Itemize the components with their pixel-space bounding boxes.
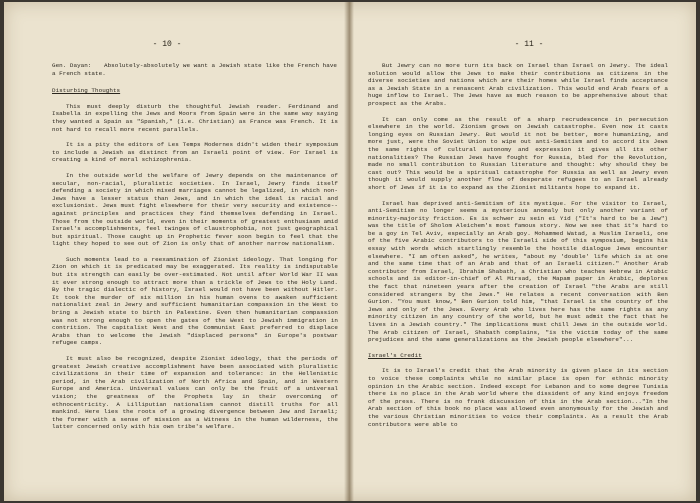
left-page-number: - 10 - [152,40,182,49]
right-paragraph: It can only come as the result of a sharp recrudescence in persecution elsewhere in the world. Zionism grows on Jewish catastrophe. Even now it casts longing eyes on Russian Jewry. But would it not be better, more humanizing, and more just, were the Soviet Union to wipe out anti-Semitism and to accord its Jews the same rights of cultural autonomy and expression it gives all its other nationalities? The Russian Jews have fought for Russia, bled for the Revolution, made no small contribution to Russian literature and thought: why should they be cast out? This would be a spiritual catastrophe for Russia as well as Jewry even though it would supply another flow of desperate refugees to an Israel already short of Jews if it is to expand as the Zionist militants hope to expand it. [368,115,668,191]
right-paragraph: It is to Israel's credit that the Arab minority is given place in its section to voice these complaints while no similar place is open for ethnic minority opinion in the Arabic section. Indeed except for Lebanon and to some degree Tunisia there is no place in the Arab world where the dissident of any kind enjoys freedom of the press. There is no frank discussion of this in the Arab section..."In the Arab section of this book no place was allowed even anonymously for the Jewish and the various Christian minorities to voice their complaints. As a result the Arab contributors were able to [368,367,668,428]
right-paragraph: Israel has deprived anti-Semitism of its mystique. For the visitor to Israel, anti-Semitism no longer seems a mysterious anomaly but only another variant of minority-majority friction. Es is schwer zu sein ei Yid ("It's hard to be a Jew") was the title of Sholom Aleichem's most famous story. Now we see that it's hard to be a goy in Tel Aviv, especially an Arab goy. Mohammed Watad, a Muslim Israeli, one of the five Arabic contributors to the Israeli side of this symposium, begins his essay with words which startlingly resemble the hostile dialogue Jews encounter elsewhere. "I am often asked", he writes, "about my 'double' life which is at one and the same time that of an Arab and that of an Israeli citizen." Another Arab contributor from Israel, Ibrahim Shabath, a Christian who teaches Hebrew in Arabic schools and is editor-in-chief of Al Mirsad, the Mapam paper in Arabic, deplores the fact that nineteen years after the creation of Israel "the Arabs are still considered strangers by the Jews." He relates a recent conversation with Ben Gurion. "You must know," Ben Gurion told him, "that Israel is the country of the Jews and only of the Jews. Every Arab who lives here has the same rights as any minority citizen in any country of the world, but he must admit the fact that he lives in a Jewish country." The implications must chill Jews in the outside world. The Arab citizen of Israel, Shabath complains, "is the victim today of the same prejudices and the same generalizations as the Jewish people elsewhere"... [368,199,668,344]
right-page-body [368,62,668,436]
dayan-quote [52,62,338,77]
left-paragraph: In the outside world the welfare of Jewry depends on the maintenance of secular, non-racial, pluralistic societies. In Israel, Jewry finds itself defending a society in which mixed marriages cannot be legalized, in which non-Jews have a lesser status than Jews, and in which the ideal is racial and exclusionist. Jews must fight elsewhere for their very security and existence-- against principles and practices they find themselves defending in Israel. Those from the outside world, even in their moments of greatest enthusiasm amid Israel's accomplishments, feel twinges of claustrophobia, not just geographical but spiritual. Those caught up in Prophetic fever soon begin to feel that the light they hoped to see out of Zion is only that of another narrow nationalism. [52,171,338,248]
left-paragraph: It must also be recognized, despite Zionist ideology, that the periods of greatest Jewish creative accomplishment have been associated with pluralistic civilizations in their time of expansion and tolerance: in the Hellenistic period, in the Arab civilization of North Africa and Spain, and in Western Europe and America. Universal values can only be the fruit of a universal vision; the greatness of the Prophets lay in their overcoming of ethnocentricity. A Lilliputian nationalism cannot distill truths for all mankind. Here lies the roots of a growing divergence between Jew and Israeli; the former with a sense of mission as a Witness in the human wilderness, the latter concerned only with his own tribe's welfare. [52,355,338,431]
quote-text: Absolutely-absolutely we want a Jewish state like the French have a French state. [52,62,338,77]
right-paragraph: But Jewry can no more turn its back on Israel than Israel on Jewry. The ideal solution would allow the Jews to make their contributions as citizens in the diverse societies and nations which are their homes while Israel finds acceptance as a Jewish State in a renascent Arab civilization. This would end Arab fears of a huge inflow to Israel. The Jews have as much reason to be apprehensive about that prospect as the Arabs. [368,62,668,107]
left-paragraph: Such moments lead to a reexamination of Zionist ideology. That longing for Zion on which it is predicated may be exaggerated. Its reality is indisputable but its strength can easily be over-estimated. Not until after World War II was it ever strong enough to attract more than a trickle of Jews to the Holy Land. By the tragic dialectic of history, Israel would not have been without Hitler. It took the murder of six million in his human ovens to awaken sufficient nationalist zeal in Jewry and sufficient humanitarian compassion in the West to bring a Jewish state to birth in Palestine. Even then humanitarian compassion was not strong enough to open the gates of the West to Jewish immigration in contrition. The capitalist West and the Communist East preferred to displace Arabs than to welcome the Jewish "displaced persons" in Europe's postwar refugee camps. [52,255,338,347]
left-paragraph: It is a pity the editors of Les Temps Modernes didn't widen their symposium to include a Jewish as distinct from an Israeli point of view. For Israel is creating a kind of moral schizophrenia. [52,141,338,164]
right-page [350,0,700,503]
section-heading-disturbing-thoughts: Disturbing Thoughts [52,87,121,95]
quote-speaker: Gen. Dayan: [52,62,92,69]
right-page-number: - 11 - [514,40,544,49]
left-page-body [52,62,338,439]
left-paragraph: This must deeply disturb the thoughtful Jewish reader. Ferdinand and Isabella in expelling the Jews and Moors from Spain were in the same way saying they wanted a Spain as "Spanish," (i.e. Christian) as France was French. It is not hard to recall more recent parallels. [52,102,338,133]
section-heading-israels-credit: Israel's Credit [368,351,422,359]
